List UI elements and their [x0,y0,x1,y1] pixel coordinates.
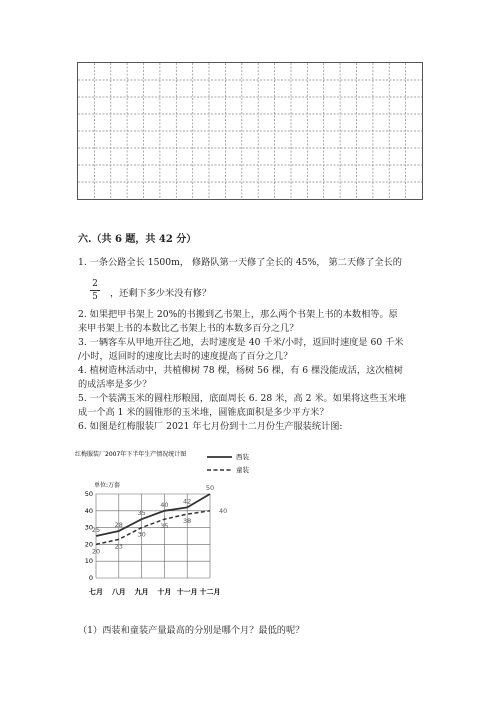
question-3-line-2: /小时，返回时的速度比去时的速度提高了百分之几？ [78,351,293,362]
legend-label-suits: 西装 [236,453,249,461]
chart-title: 红梅服装厂2007年下半年生产情况统计图 [75,451,187,458]
x-tick-label: 十一月 [176,588,198,596]
data-label-suits: 42 [183,497,192,506]
question-1-line-1: 1. 一条公路全长 1500m， 修路队第一天修了全长的 45%， 第二天修了全长的 [78,257,402,268]
chart-svg [72,443,272,603]
data-label-suits: 50 [205,484,215,492]
sub-question-1: （1）西装和童装产量最高的分别是哪个月？最低的呢？ [78,625,305,636]
question-1-line-2: ，还剩下多少米没有修？ [110,288,212,299]
question-4-line-1: 4. 植树造林活动中，共植柳树 78 棵，杨树 56 棵，有 6 棵没能成活，这次植树 [78,365,403,376]
question-2-line-2: 来甲书架上书的本数比乙书架上书的本数多百分之几？ [78,323,299,334]
y-tick-label: 0 [88,574,93,582]
question-6-line: 6. 如图是红梅服装厂 2021 年七月份到十二月份生产服装统计图: [78,421,343,432]
x-tick-label: 七月 [89,588,103,596]
x-tick-label: 九月 [134,588,149,596]
x-tick-label: 十月 [157,588,172,596]
fraction [90,279,100,302]
data-label-suits: 35 [137,509,146,518]
y-tick-label: 50 [84,490,93,498]
y-tick-label: 30 [84,523,93,532]
chart-unit: 单位:万套 [94,482,121,489]
data-label-suits: 40 [160,500,169,509]
answer-grid [77,62,423,200]
question-3-line-1: 3. 一辆客车从甲地开往乙地，去时速度是 40 千米/小时，返回时速度是 60 千米 [78,337,404,348]
data-label-suits: 28 [114,520,123,529]
y-tick-label: 20 [84,540,93,549]
data-label-children: 30 [137,530,146,539]
data-label-children: 40 [219,506,228,515]
section-title: 六.（共 6 题，共 42 分） [78,234,197,245]
data-label-children: 38 [183,517,192,526]
data-label-suits: 25 [91,526,101,534]
data-label-children: 35 [160,522,169,531]
x-tick-label: 八月 [111,588,126,596]
fraction-denominator: 5 [92,292,98,302]
series-line-suits [96,494,210,536]
question-5-line-2: 成一个高 1 米的圆锥形的玉米堆，圆锥底面积是多少平方米？ [78,407,329,418]
question-4-line-2: 的成活率是多少？ [78,379,152,390]
data-label-children: 20 [91,547,101,556]
y-tick-label: 10 [84,557,93,566]
question-2-line-1: 2. 如果把甲书架上 20%的书搬到乙书架上，那么两个书架上书的本数相等。原 [78,309,398,320]
data-label-children: 23 [114,542,123,551]
x-tick-label: 十二月 [199,588,221,596]
y-tick-label: 40 [84,506,93,515]
legend-label-children: 童装 [236,466,249,474]
fraction-numerator: 2 [92,279,98,289]
question-5-line-1: 5. 一个装满玉米的圆柱形粮囤，底面周长 6. 28 米，高 2 米。如果将这些玉米堆 [78,393,407,404]
production-line-chart [72,443,272,603]
